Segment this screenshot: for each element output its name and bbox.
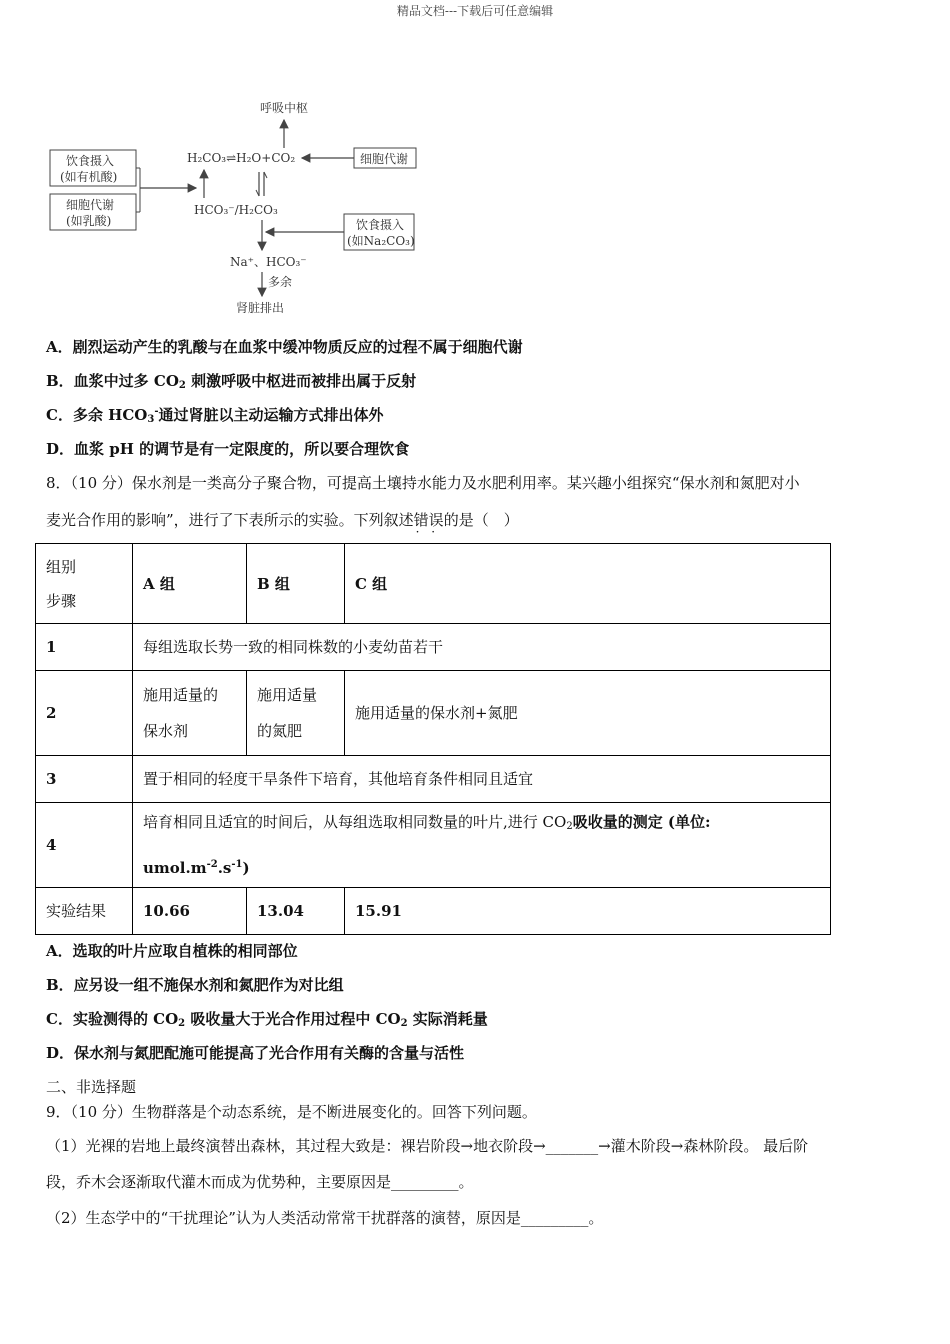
result-c: 15.91 <box>345 888 831 935</box>
q7-option-d: D．血浆 pH 的调节是有一定限度的，所以要合理饮食 <box>46 440 410 458</box>
table-header-row <box>36 544 831 624</box>
acid-base-diagram <box>44 92 444 322</box>
q9-part1-line1: （1）光裸的岩地上最终演替出森林，其过程大致是：裸岩阶段→地衣阶段→_______→灌木阶段→森林阶段。 最后阶 <box>46 1137 809 1155</box>
step4-text: 培育相同且适宜的时间后，从每组选取相同数量的叶片,进行 $CO_2$吸收量的测定 (单位: $umol.m^{-2}.s^{-1}$) <box>133 803 831 888</box>
step2-a: 施用适量的 保水剂 <box>133 671 247 756</box>
q7-option-b: B．血浆中过多 $CO_2$ 刺激呼吸中枢进而被排出属于反射 <box>46 372 417 391</box>
header-group-c: C 组 <box>345 544 831 624</box>
q8-option-c: C．实验测得的 $CO_2$ 吸收量大于光合作用过程中 $CO_2$ 实际消耗量 <box>46 1010 488 1029</box>
q8-stem-line2: 麦光合作用的影响”，进行了下表所示的实验。下列叙述错误 · ·的是（ ） <box>46 509 519 530</box>
page-header: 精品文档---下载后可任意编辑 <box>396 4 554 18</box>
equation-bicarbonate: HCO₃⁻/H₂CO₃ <box>194 203 278 217</box>
step-number: 3 <box>36 756 133 803</box>
step2-b: 施用适量 的氮肥 <box>247 671 345 756</box>
q8-stem-line1: 8．（10 分）保水剂是一类高分子聚合物，可提高土壤持水能力及水肥利用率。某兴趣小组探究“保水剂和氮肥对小 <box>46 474 800 492</box>
step2-c: 施用适量的保水剂+氮肥 <box>345 671 831 756</box>
q8-option-a: A．选取的叶片应取自植株的相同部位 <box>46 942 298 960</box>
step-text: 置于相同的轻度干旱条件下培育，其他培育条件相同且适宜 <box>133 756 831 803</box>
table-row <box>36 756 831 803</box>
q9-part2: （2）生态学中的“干扰理论”认为人类活动常常干扰群落的演替，原因是_________。 <box>46 1209 604 1227</box>
q9-part1-line2: 段，乔木会逐渐取代灌木而成为优势种，主要原因是_________。 <box>46 1173 474 1191</box>
box-cell-metabolism-right-text: 细胞代谢 <box>360 152 409 166</box>
result-label: 实验结果 <box>36 888 133 935</box>
box-diet-left-l2: (如有机酸) <box>60 170 118 184</box>
table-row <box>36 671 831 756</box>
header-group-a: A 组 <box>133 544 247 624</box>
step-number: 2 <box>36 671 133 756</box>
box-diet-left-l1: 饮食摄入 <box>66 154 115 168</box>
header-group-b: B 组 <box>247 544 345 624</box>
q7-option-a: A．剧烈运动产生的乳酸与在血浆中缓冲物质反应的过程不属于细胞代谢 <box>46 338 523 356</box>
section-heading: 二、非选择题 <box>46 1078 137 1096</box>
table-row-results <box>36 888 831 935</box>
label-kidney: 肾脏排出 <box>236 301 285 315</box>
box-metabolism-left-l2: (如乳酸) <box>66 214 112 228</box>
label-respiratory-center: 呼吸中枢 <box>260 101 309 115</box>
step-number: 1 <box>36 624 133 671</box>
q7-option-c: C．多余 $HCO_3^-$通过肾脏以主动运输方式排出体外 <box>46 406 384 425</box>
box-diet-right-l2: (如Na₂CO₃) <box>347 234 415 248</box>
result-a: 10.66 <box>133 888 247 935</box>
equation-carbonic: H₂CO₃⇌H₂O+CO₂ <box>187 151 296 165</box>
step-number: 4 <box>36 803 133 888</box>
label-ions: Na⁺、HCO₃⁻ <box>230 255 307 269</box>
table-row <box>36 803 831 888</box>
q9-stem: 9．（10 分）生物群落是个动态系统，是不断进展变化的。回答下列问题。 <box>46 1103 537 1121</box>
experiment-table <box>35 543 831 935</box>
label-excess: 多余 <box>268 275 293 289</box>
box-metabolism-left-l1: 细胞代谢 <box>66 198 115 212</box>
table-row <box>36 624 831 671</box>
result-b: 13.04 <box>247 888 345 935</box>
q8-option-d: D．保水剂与氮肥配施可能提高了光合作用有关酶的含量与活性 <box>46 1044 465 1062</box>
header-group-step: 组别 步骤 <box>36 544 133 624</box>
box-diet-right-l1: 饮食摄入 <box>356 218 405 232</box>
q8-option-b: B．应另设一组不施保水剂和氮肥作为对比组 <box>46 976 344 994</box>
step-text: 每组选取长势一致的相同株数的小麦幼苗若干 <box>133 624 831 671</box>
